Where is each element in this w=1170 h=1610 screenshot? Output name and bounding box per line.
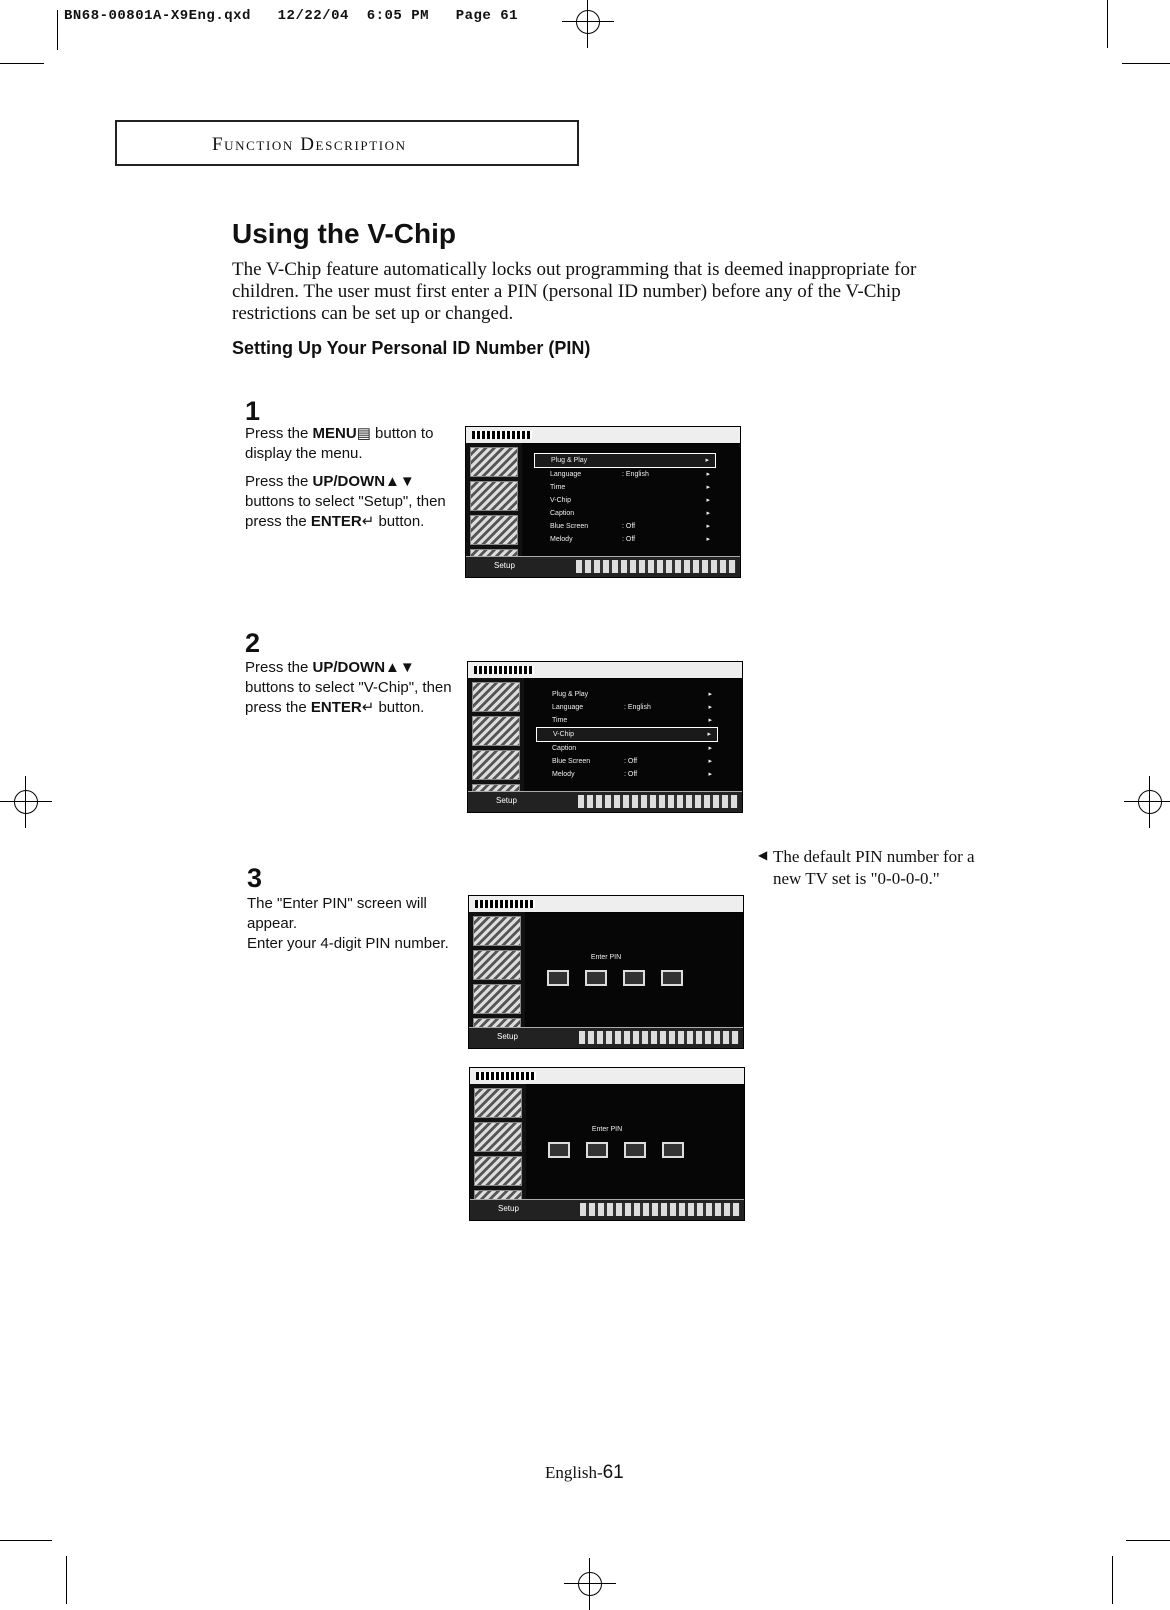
enter-pin-label: Enter PIN (590, 954, 622, 961)
tv-screenshot-enter-pin: Enter PIN Setup (468, 895, 744, 1049)
pin-digit-box (586, 1142, 608, 1158)
step-2-text: Press the UP/DOWN▲▼ buttons to select "V-Chip", then press the ENTER↵ button. (245, 659, 452, 716)
enter-button-icon: ↵ (361, 513, 375, 530)
pin-digit-box (623, 970, 645, 986)
default-pin-note: The default PIN number for a new TV set is "0-0-0-0." (773, 847, 975, 888)
pin-digit-box (624, 1142, 646, 1158)
note-arrow-icon: ◀ (758, 848, 768, 862)
menu-item-melody: Melody : Off ▸ (550, 536, 710, 543)
menu-item-time: Time ▸ (550, 484, 710, 491)
enter-button-icon: ↵ (361, 699, 375, 716)
slug-time: 6:05 PM (366, 8, 429, 24)
pin-digit-box (585, 970, 607, 986)
page-number: English-61 (545, 1462, 624, 1483)
menu-item-caption: Caption ▸ (552, 745, 712, 752)
tv-screenshot-vchip-selected: Plug & Play ▸ Language : English ▸ Time ▸ V-Chip ▸ Caption ▸ Blue Screen : Off ▸ Melody : Off ▸ Setup (467, 661, 743, 813)
subsection-title: Setting Up Your Personal ID Number (PIN) (232, 338, 591, 358)
print-slug (64, 8, 518, 24)
pin-digit-box (662, 1142, 684, 1158)
menu-item-plug-and-play: Plug & Play ▸ (534, 453, 716, 468)
menu-item-caption: Caption ▸ (550, 510, 710, 517)
slug-date: 12/22/04 (277, 8, 349, 24)
tv-screenshot-enter-pin-entered: Enter PIN Setup (469, 1067, 745, 1221)
page-title: Using the V-Chip (232, 218, 456, 249)
pin-digit-box (547, 970, 569, 986)
tv-screenshot-setup-menu: Plug & Play ▸ Language : English ▸ Time ▸ V-Chip ▸ Caption ▸ Blue Screen : Off ▸ Melody : Off ▸ Setup (465, 426, 741, 578)
registration-mark-top (572, 6, 604, 38)
registration-mark-bottom (574, 1568, 606, 1600)
intro-paragraph: The V-Chip feature automatically locks out programming that is deemed inappropriate for children. The user must first enter a PIN (personal ID number) before any of the V-Chip restrictions can be set up or changed. (232, 259, 917, 324)
menu-item-time: Time ▸ (552, 717, 712, 724)
menu-item-language: Language : English ▸ (552, 704, 712, 711)
registration-mark-left (10, 786, 42, 818)
step-2-number: 2 (245, 628, 261, 658)
step-3-text: The "Enter PIN" screen will appear. Enter your 4-digit PIN number. (247, 895, 449, 952)
menu-item-blue-screen: Blue Screen : Off ▸ (552, 758, 712, 765)
menu-item-melody: Melody : Off ▸ (552, 771, 712, 778)
pin-digit-box (548, 1142, 570, 1158)
menu-item-language: Language : English ▸ (550, 471, 710, 478)
enter-pin-label: Enter PIN (591, 1126, 623, 1133)
registration-mark-right (1134, 786, 1166, 818)
slug-page: Page 61 (455, 8, 519, 24)
menu-button-icon: ▤ (356, 425, 371, 442)
step-1-text: Press the MENU▤ button to display the menu. Press the UP/DOWN▲▼ buttons to select "Setup", then press the ENTER↵ button. (245, 425, 446, 530)
menu-item-plug-and-play: Plug & Play ▸ (552, 691, 712, 698)
slug-file: BN68-00801A-X9Eng.qxd (64, 8, 251, 24)
menu-item-blue-screen: Blue Screen : Off ▸ (550, 523, 710, 530)
menu-item-vchip: V-Chip ▸ (536, 727, 718, 742)
menu-item-vchip: V-Chip ▸ (550, 497, 710, 504)
section-label: Function Description (212, 134, 407, 155)
pin-digit-box (661, 970, 683, 986)
step-3-number: 3 (247, 863, 263, 893)
step-1-number: 1 (245, 396, 261, 426)
